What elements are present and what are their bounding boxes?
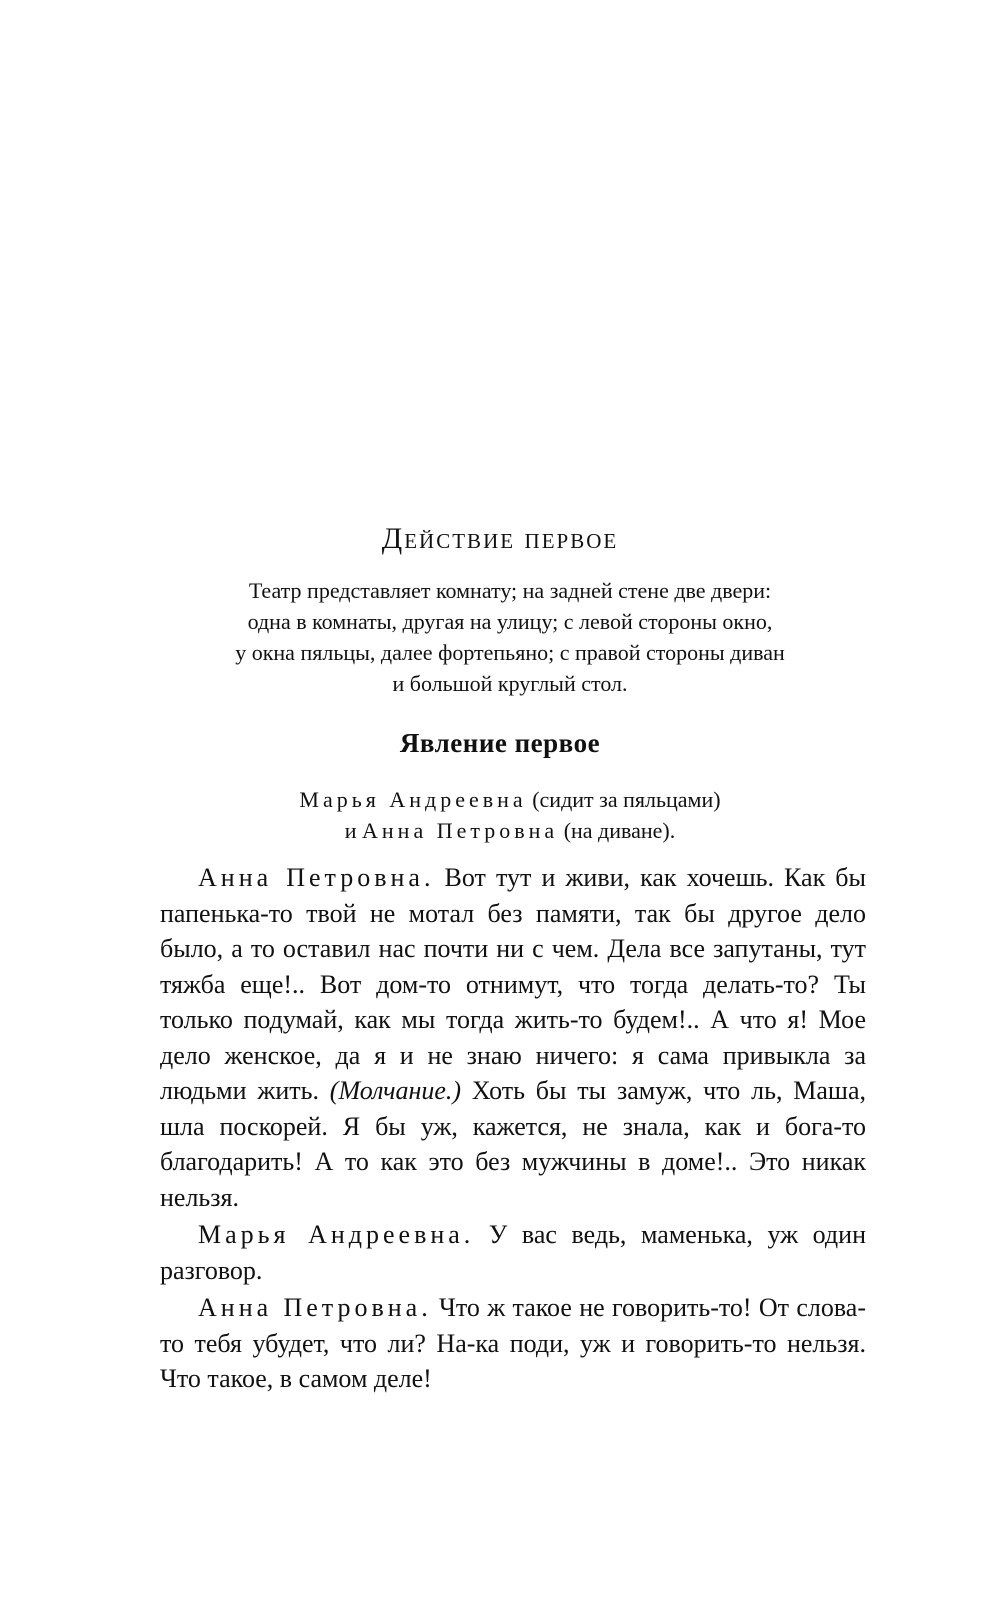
cast-note: (сидит за пяльцами) xyxy=(526,787,721,812)
act-title: Действие первое xyxy=(381,522,619,555)
cast-name: Анна Петровна xyxy=(362,818,559,843)
stage-direction xyxy=(140,575,880,699)
stage-direction-line: и большой круглый стол. xyxy=(392,671,628,696)
scene-title: Явление первое xyxy=(399,728,601,758)
stage-direction-line: Театр представляет комнату; на задней стене две двери: xyxy=(248,578,772,603)
cast-name: Марья Андреевна xyxy=(299,787,527,812)
cast-line xyxy=(140,784,880,815)
cast-prefix: и xyxy=(344,818,363,843)
dialogue xyxy=(160,860,866,1399)
dialogue-line xyxy=(160,1217,866,1288)
dialogue-line xyxy=(160,1290,866,1397)
speaker-name: Анна Петровна. xyxy=(198,1293,432,1322)
dialogue-line xyxy=(160,860,866,1215)
speaker-name: Анна Петровна. xyxy=(198,863,435,892)
speech-text: Хоть бы ты замуж, что ль, Маша, шла поскорей. Я бы уж, кажется, не знала, как и бога-то благодарить! А то как это без мужчины в доме!.. Это никак нельзя. xyxy=(160,1076,866,1212)
cast-line xyxy=(140,815,880,846)
speech-text: У вас ведь, маменька, уж один разговор. xyxy=(160,1220,866,1285)
stage-direction-line: одна в комнаты, другая на улицу; с левой стороны окно, xyxy=(247,609,773,634)
scene-cast xyxy=(140,784,880,846)
stage-remark: (Молчание.) xyxy=(329,1076,462,1105)
stage-direction-line: у окна пяльцы, далее фортепьяно; с правой стороны диван xyxy=(235,640,785,665)
speech-text: Что ж такое не говорить-то! От слова-то тебя убудет, что ли? На-ка поди, уж и говорить-то нельзя. Что такое, в самом деле! xyxy=(160,1293,866,1393)
speaker-name: Марья Андреевна. xyxy=(198,1220,475,1249)
cast-note: (на диване). xyxy=(558,818,676,843)
speech-text: Вот тут и живи, как хочешь. Как бы папенька-то твой не мотал без памяти, так бы другое дело было, а то оставил нас почти ни с чем. Дела все запутаны, тут тяжба еще!.. Вот дом-то отнимут, что тогда делать-то? Ты только подумай, как мы тогда жить-то будем!.. А что я! Мое дело женское, да я и не знаю ничего: я сама привыкла за людьми жить. xyxy=(160,863,866,1105)
